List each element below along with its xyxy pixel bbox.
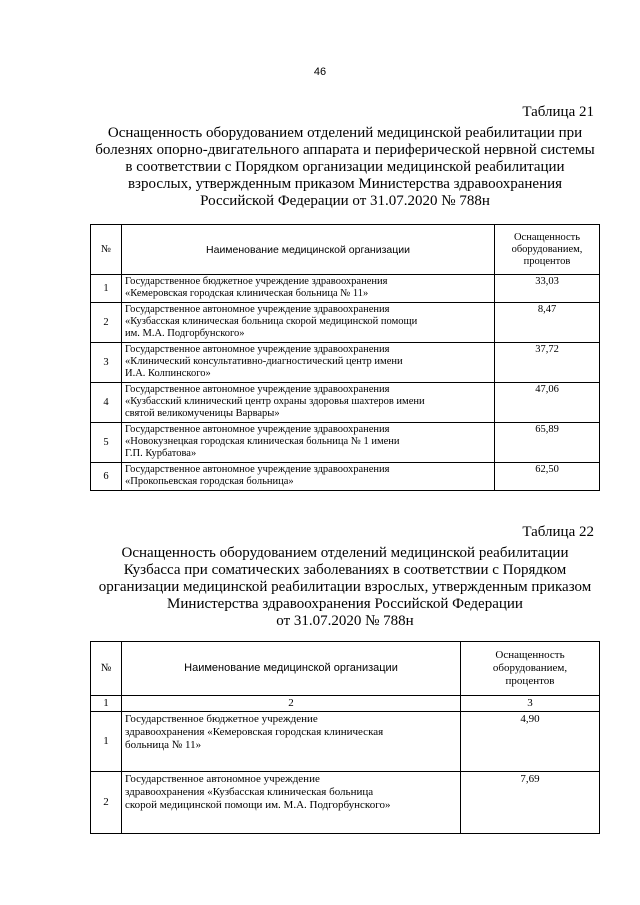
organization-name: [122, 423, 495, 463]
header-line: Оснащенность: [495, 649, 565, 661]
name-line: святой великомученицы Варвары»: [125, 408, 280, 419]
table-22-heading: [90, 545, 600, 630]
header-number: №: [91, 642, 122, 696]
row-number: 1: [91, 712, 122, 772]
equipment-value: 37,72: [495, 343, 600, 383]
header-equipment: [495, 225, 600, 275]
name-line: И.А. Колпинского»: [125, 368, 211, 379]
table-header-row: [91, 642, 600, 696]
table-21: [90, 224, 600, 491]
header-number: №: [91, 225, 122, 275]
organization-name: [122, 303, 495, 343]
row-number: 1: [91, 275, 122, 303]
equipment-value: 8,47: [495, 303, 600, 343]
name-line: Государственное бюджетное учреждение: [125, 713, 318, 725]
name-line: здравоохранения «Кемеровская городская клиническая: [125, 726, 384, 738]
organization-name: [122, 343, 495, 383]
heading-line: Российской Федерации от 31.07.2020 № 788н: [200, 193, 490, 209]
heading-line: взрослых, утвержденным приказом Министерства здравоохранения: [127, 176, 563, 192]
header-line: Оснащенность: [513, 231, 581, 243]
equipment-value: 7,69: [461, 772, 600, 834]
table-21-heading: [90, 125, 600, 210]
equipment-value: 65,89: [495, 423, 600, 463]
heading-line: Оснащенность оборудованием отделений медицинской реабилитации при: [107, 125, 583, 141]
name-line: «Кемеровская городская клиническая больница № 11»: [125, 288, 369, 299]
name-line: здравоохранения «Кузбасская клиническая больница: [125, 786, 374, 798]
name-line: Государственное автономное учреждение здравоохранения: [125, 344, 390, 355]
table-row: [91, 275, 600, 303]
row-number: 3: [91, 343, 122, 383]
heading-line: Оснащенность оборудованием отделений медицинской реабилитации: [121, 545, 569, 561]
name-line: им. М.А. Подгорбунского»: [125, 328, 245, 339]
row-number: 6: [91, 463, 122, 491]
header-line: процентов: [505, 675, 555, 687]
equipment-value: 4,90: [461, 712, 600, 772]
name-line: больница № 11»: [125, 739, 202, 751]
row-number: 5: [91, 423, 122, 463]
name-line: Государственное автономное учреждение здравоохранения: [125, 464, 390, 475]
name-line: Государственное автономное учреждение: [125, 773, 320, 785]
table-row: [91, 772, 600, 834]
header-equipment: [461, 642, 600, 696]
table-row: [91, 343, 600, 383]
equipment-value: 33,03: [495, 275, 600, 303]
header-organization: Наименование медицинской организации: [122, 225, 495, 275]
organization-name: [122, 463, 495, 491]
organization-name: [122, 383, 495, 423]
equipment-value: 62,50: [495, 463, 600, 491]
equipment-value: 47,06: [495, 383, 600, 423]
page-number: 46: [313, 66, 327, 78]
table-row: [91, 712, 600, 772]
heading-line: организации медицинской реабилитации взрослых, утвержденным приказом: [98, 579, 592, 595]
organization-name: [122, 712, 461, 772]
name-line: Государственное автономное учреждение здравоохранения: [125, 424, 390, 435]
header-line: оборудованием,: [492, 662, 568, 674]
heading-line: болезнях опорно-двигательного аппарата и периферической нервной системы: [95, 142, 595, 158]
name-line: «Клинический консультативно-диагностический центр имени: [125, 356, 403, 367]
name-line: «Новокузнецкая городская клиническая больница № 1 имени: [125, 436, 400, 447]
heading-line: Министерства здравоохранения Российской Федерации: [167, 596, 523, 612]
heading-line: в соответствии с Порядком организации медицинской реабилитации: [125, 159, 565, 175]
column-number-row: [91, 696, 600, 712]
organization-name: [122, 772, 461, 834]
name-line: Государственное автономное учреждение здравоохранения: [125, 304, 390, 315]
name-line: Государственное автономное учреждение здравоохранения: [125, 384, 390, 395]
header-line: оборудованием,: [511, 243, 583, 255]
name-line: «Кузбасский клинический центр охраны здоровья шахтеров имени: [125, 396, 425, 407]
name-line: скорой медицинской помощи им. М.А. Подгорбунского»: [125, 799, 391, 811]
table-21-caption: Таблица 21: [522, 104, 594, 120]
table-22: [90, 641, 600, 834]
column-number: 3: [461, 696, 600, 712]
name-line: «Кузбасская клиническая больница скорой медицинской помощи: [125, 316, 418, 327]
name-line: Государственное бюджетное учреждение здравоохранения: [125, 276, 388, 287]
header-organization: Наименование медицинской организации: [122, 642, 461, 696]
heading-line: от 31.07.2020 № 788н: [276, 613, 414, 629]
column-number: 1: [91, 696, 122, 712]
table-row: [91, 463, 600, 491]
table-row: [91, 303, 600, 343]
header-line: процентов: [523, 255, 571, 267]
table-row: [91, 423, 600, 463]
table-header-row: [91, 225, 600, 275]
name-line: «Прокопьевская городская больница»: [125, 476, 294, 487]
row-number: 4: [91, 383, 122, 423]
name-line: Г.П. Курбатова»: [125, 448, 197, 459]
column-number: 2: [122, 696, 461, 712]
table-22-caption: Таблица 22: [522, 524, 594, 540]
row-number: 2: [91, 303, 122, 343]
row-number: 2: [91, 772, 122, 834]
table-row: [91, 383, 600, 423]
heading-line: Кузбасса при соматических заболеваниях в соответствии с Порядком: [123, 562, 567, 578]
organization-name: [122, 275, 495, 303]
